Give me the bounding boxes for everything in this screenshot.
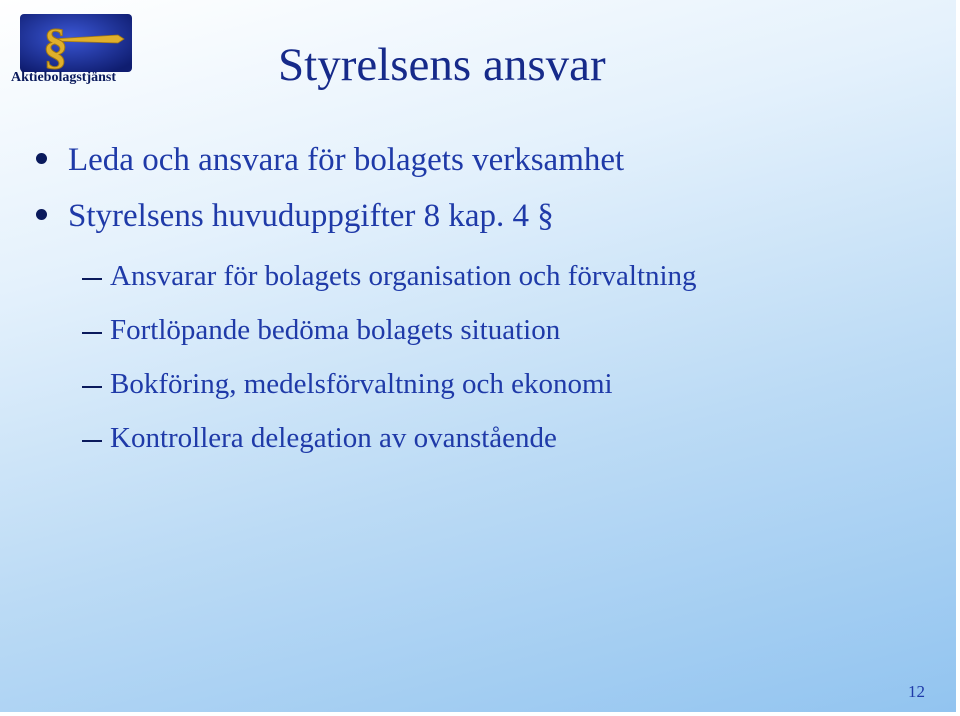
logo-caption: Aktiebolagstjänst: [11, 70, 117, 85]
slide-title: Styrelsens ansvar: [278, 39, 606, 91]
bullet-text: Styrelsens huvuduppgifter 8 kap. 4 §: [68, 198, 554, 234]
dash-icon: [82, 386, 102, 388]
page-number: 12: [908, 682, 925, 701]
bullet-text: Leda och ansvara för bolagets verksamhet: [68, 142, 625, 178]
bullet-list: [36, 138, 936, 250]
sub-bullet-item: [82, 310, 942, 364]
bullet-item: [36, 138, 936, 194]
sub-bullet-text: Bokföring, medelsförvaltning och ekonomi: [110, 368, 613, 400]
sub-bullet-item: [82, 256, 942, 310]
sub-bullet-item: [82, 418, 942, 472]
dash-icon: [82, 332, 102, 334]
sub-bullet-text: Kontrollera delegation av ovanstående: [110, 422, 557, 454]
bullet-dot-icon: [36, 209, 47, 220]
sub-bullet-text: Fortlöpande bedöma bolagets situation: [110, 314, 561, 346]
sub-bullet-item: [82, 364, 942, 418]
sub-bullet-list: [82, 256, 942, 472]
svg-text:§: §: [43, 18, 68, 72]
dash-icon: [82, 278, 102, 280]
section-sign-emblem-icon: [20, 14, 132, 72]
sub-bullet-text: Ansvarar för bolagets organisation och förvaltning: [110, 260, 697, 292]
bullet-dot-icon: [36, 153, 47, 164]
bullet-item: [36, 194, 936, 250]
dash-icon: [82, 440, 102, 442]
